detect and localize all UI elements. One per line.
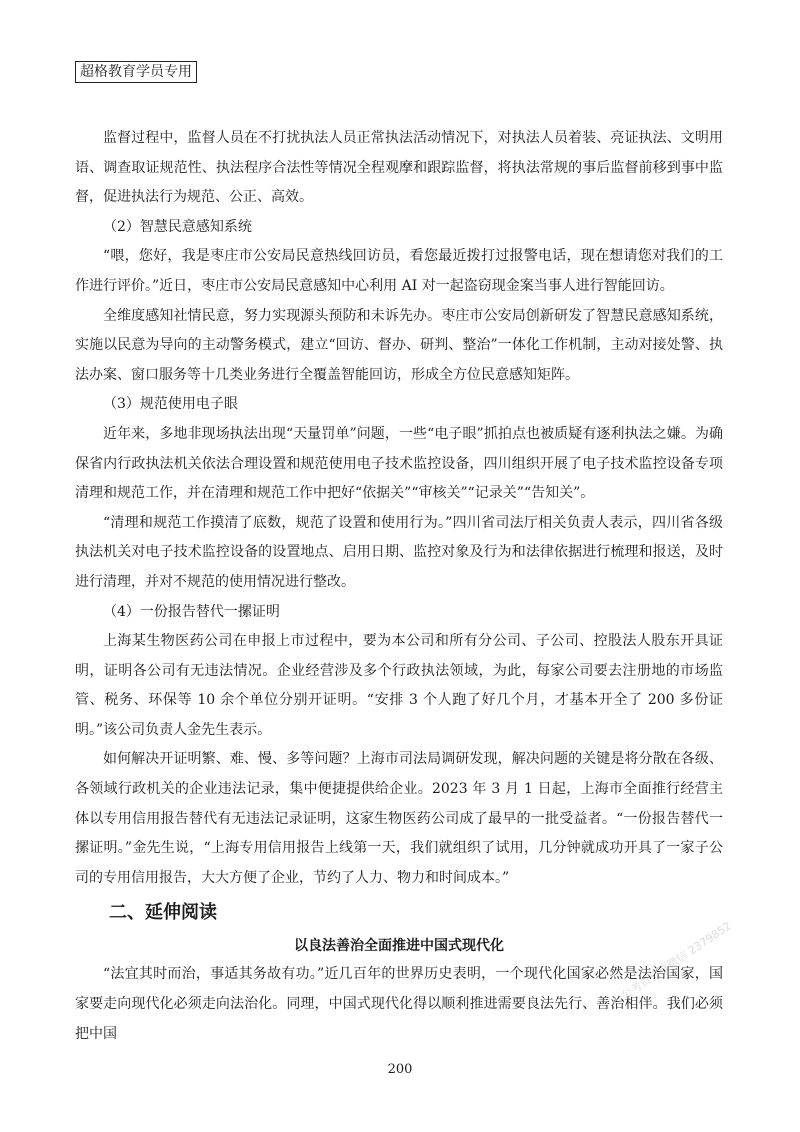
paragraph: “法宜其时而治，事适其务故有功。”近几百年的世界历史表明，一个现代化国家必然是法治国家，国家要走向现代化必须走向法治化。同理，中国式现代化得以顺利推进需要良法先行、善治相伴。我们必须把中国 (75, 966, 723, 1042)
paragraph: 近年来，多地非现场执法出现“天量罚单”问题，一些“电子眼”抓拍点也被质疑有逐利执法之嫌。为确保省内行政执法机关依法合理设置和规范使用电子技术监控设备，四川组织开展了电子技术监控设备专项清理和规范工作，并在清理和规范工作中把好“依据关”“审核关”“记录关”“告知关”。 (75, 425, 723, 502)
header-tag: 超格教育学员专用 (75, 61, 197, 83)
subheading: （2）智慧民意感知系统 (103, 218, 252, 235)
paragraph: “喂，您好，我是枣庄市公安局民意热线回访员，看您最近拨打过报警电话，现在想请您对我们的工作进行评价。”近日，枣庄市公安局民意感知中心利用 AI 对一起盗窃现金案当事人进行智能回访。 (75, 248, 723, 294)
document-body (75, 124, 723, 1049)
subheading: （4）一份报告替代一摞证明 (103, 603, 280, 620)
paragraph: 全维度感知社情民意，努力实现源头预防和未诉先办。枣庄市公安局创新研发了智慧民意感知系统，实施以民意为导向的主动警务模式，建立“回访、督办、研判、整治”一体化工作机制，主动对接处警、执法办案、窗口服务等十几类业务进行全覆盖智能回访，形成全方位民意感知矩阵。 (75, 307, 723, 383)
section-heading: 二、延伸阅读 (109, 902, 217, 924)
page-number: 200 (387, 1062, 413, 1077)
watermark: 公考资料群微信 2379852 (619, 919, 734, 1003)
article-title: 以良法善治全面推进中国式现代化 (294, 938, 504, 955)
paragraph: 监督过程中，监督人员在不打扰执法人员正常执法活动情况下，对执法人员着装、亮证执法、文明用语、调查取证规范性、执法程序合法性等情况全程观摩和跟踪监督，将执法常规的事后监督前移到事中监督，促进执法行为规范、公正、高效。 (75, 130, 723, 206)
subheading: （3）规范使用电子眼 (103, 396, 238, 413)
paragraph: 如何解决开证明繁、难、慢、多等问题？上海市司法局调研发现，解决问题的关键是将分散在各级、各领域行政机关的企业违法记录，集中便捷提供给企业。2023 年 3 月 1 日起，上海市全面推行经营主体以专用信用报告替代有无违法记录证明，这家生物医药公司成了最早的一批受益者。“一份报告替代一摞证明。”金先生说，“上海专用信用报告上线第一天，我们就组织了试用，几分钟就成功开具了一家子公司的专用信用报告，大大方便了企业，节约了人力、物力和时间成本。” (75, 751, 723, 886)
paragraph: “清理和规范工作摸清了底数，规范了设置和使用行为。”四川省司法厅相关负责人表示，四川省各级执法机关对电子技术监控设备的设置地点、启用日期、监控对象及行为和法律依据进行梳理和报送，及时进行清理，并对不规范的使用情况进行整改。 (75, 514, 723, 590)
paragraph: 上海某生物医药公司在申报上市过程中，要为本公司和所有分公司、子公司、控股法人股东开具证明，证明各公司有无违法情况。企业经营涉及多个行政执法领域，为此，每家公司要去注册地的市场监管、税务、环保等 10 余个单位分别开证明。“安排 3 个人跑了好几个月，才基本开全了 200 多份证明。”该公司负责人金先生表示。 (75, 633, 723, 738)
